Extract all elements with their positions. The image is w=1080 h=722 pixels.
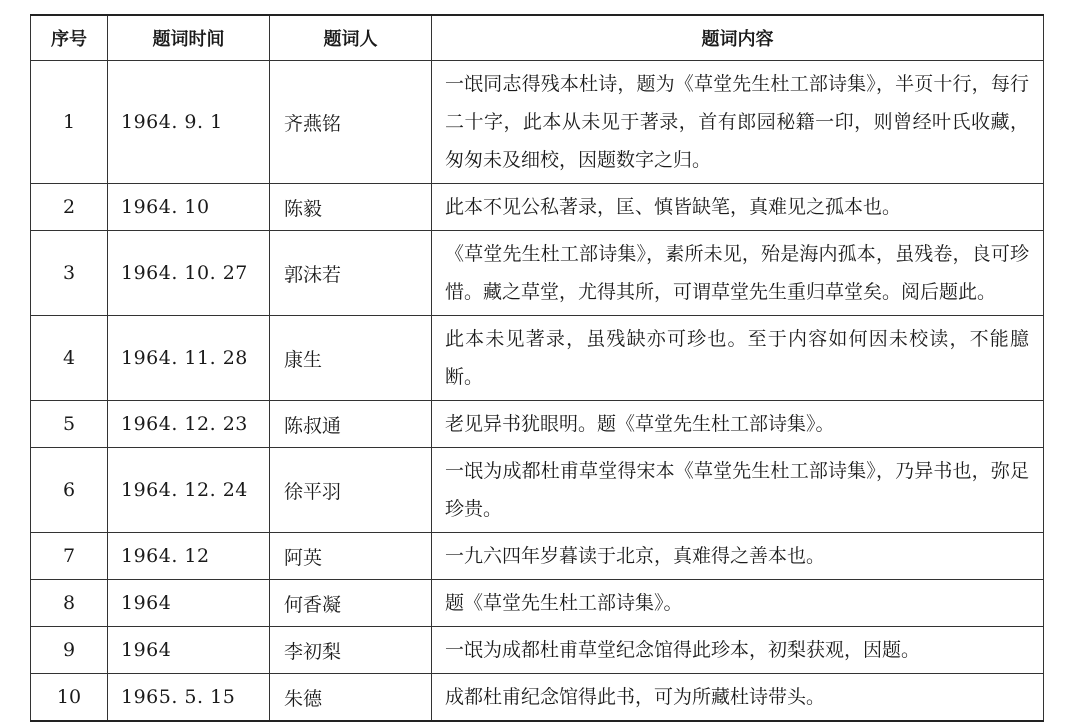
- table-row: [31, 533, 1044, 580]
- row-inscriber: 阿英: [270, 533, 432, 580]
- row-serial-number: 4: [31, 316, 108, 401]
- header-inscriber: 题词人: [270, 15, 432, 61]
- row-inscriber: 康生: [270, 316, 432, 401]
- row-serial-number: 8: [31, 580, 108, 627]
- table-row: [31, 580, 1044, 627]
- row-serial-number: 3: [31, 231, 108, 316]
- row-serial-number: 6: [31, 448, 108, 533]
- table-row: [31, 401, 1044, 448]
- row-inscriber: 陈毅: [270, 184, 432, 231]
- row-content: 题《草堂先生杜工部诗集》。: [432, 580, 1044, 627]
- row-inscriber: 李初梨: [270, 627, 432, 674]
- row-date: 1964: [108, 627, 270, 674]
- row-date: 1964. 9. 1: [108, 61, 270, 184]
- row-serial-number: 1: [31, 61, 108, 184]
- row-content: 老见异书犹眼明。题《草堂先生杜工部诗集》。: [432, 401, 1044, 448]
- header-serial-number: 序号: [31, 15, 108, 61]
- row-date: 1964. 12. 24: [108, 448, 270, 533]
- row-serial-number: 2: [31, 184, 108, 231]
- header-inscription-date: 题词时间: [108, 15, 270, 61]
- row-content: 《草堂先生杜工部诗集》，素所未见，殆是海内孤本，虽残卷，良可珍惜。藏之草堂，尤得其所，可谓草堂先生重归草堂矣。阅后题此。: [432, 231, 1044, 316]
- table-row: [31, 674, 1044, 722]
- table-row: [31, 316, 1044, 401]
- table-row: [31, 184, 1044, 231]
- row-date: 1965. 5. 15: [108, 674, 270, 722]
- table-row: [31, 448, 1044, 533]
- row-serial-number: 9: [31, 627, 108, 674]
- row-content: 此本不见公私著录，匡、慎皆缺笔，真难见之孤本也。: [432, 184, 1044, 231]
- row-date: 1964. 12. 23: [108, 401, 270, 448]
- row-content: 一九六四年岁暮读于北京，真难得之善本也。: [432, 533, 1044, 580]
- row-serial-number: 10: [31, 674, 108, 722]
- row-inscriber: 徐平羽: [270, 448, 432, 533]
- row-content: 一氓为成都杜甫草堂纪念馆得此珍本，初梨获观，因题。: [432, 627, 1044, 674]
- row-inscriber: 何香凝: [270, 580, 432, 627]
- row-inscriber: 郭沫若: [270, 231, 432, 316]
- row-content: 一氓同志得残本杜诗，题为《草堂先生杜工部诗集》，半页十行，每行二十字，此本从未见于著录，首有郎园秘籍一印，则曾经叶氏收藏，匆匆未及细校，因题数字之归。: [432, 61, 1044, 184]
- row-date: 1964. 11. 28: [108, 316, 270, 401]
- inscriptions-table: [30, 14, 1044, 722]
- row-content: 成都杜甫纪念馆得此书，可为所藏杜诗带头。: [432, 674, 1044, 722]
- row-content: 此本未见著录，虽残缺亦可珍也。至于内容如何因未校读，不能臆断。: [432, 316, 1044, 401]
- row-date: 1964. 10. 27: [108, 231, 270, 316]
- table-row: [31, 231, 1044, 316]
- table-row: [31, 61, 1044, 184]
- row-inscriber: 齐燕铭: [270, 61, 432, 184]
- row-serial-number: 5: [31, 401, 108, 448]
- row-inscriber: 陈叔通: [270, 401, 432, 448]
- row-date: 1964: [108, 580, 270, 627]
- row-date: 1964. 10: [108, 184, 270, 231]
- row-date: 1964. 12: [108, 533, 270, 580]
- row-content: 一氓为成都杜甫草堂得宋本《草堂先生杜工部诗集》，乃异书也，弥足珍贵。: [432, 448, 1044, 533]
- row-serial-number: 7: [31, 533, 108, 580]
- table-header-row: [31, 15, 1044, 61]
- row-inscriber: 朱德: [270, 674, 432, 722]
- header-inscription-content: 题词内容: [432, 15, 1044, 61]
- table-row: [31, 627, 1044, 674]
